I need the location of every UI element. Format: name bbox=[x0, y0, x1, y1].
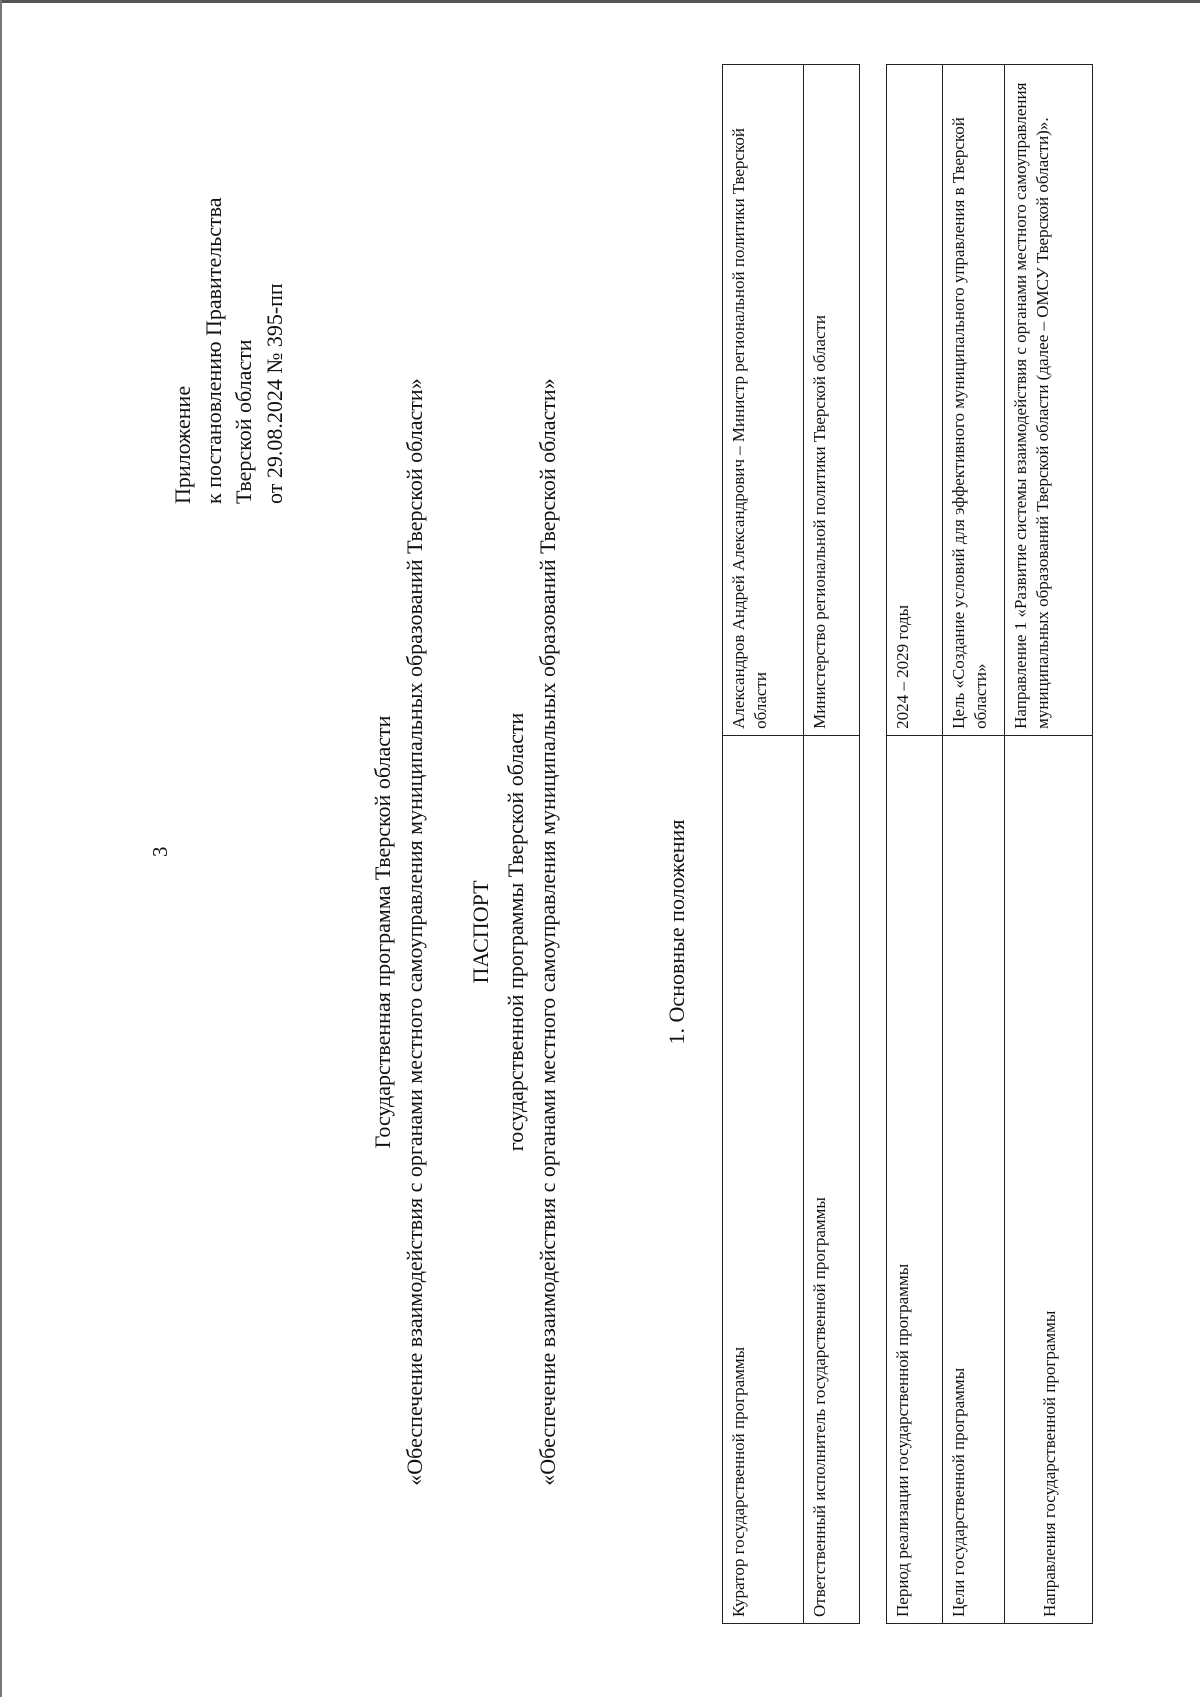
appendix-line-1: Приложение bbox=[170, 385, 195, 504]
appendix-line-4: от 29.08.2024 № 395-пп bbox=[261, 283, 287, 504]
page-number: 3 bbox=[148, 846, 172, 857]
table-row bbox=[723, 65, 804, 1624]
row-label: Направления государственной программы bbox=[1005, 735, 1093, 1623]
row-value: Александров Андрей Александрович – Министр региональной политики Тверской области bbox=[723, 65, 804, 736]
appendix-line-3: Тверской области bbox=[231, 339, 256, 504]
row-label: Куратор государственной программы bbox=[723, 735, 804, 1623]
row-label: Период реализации государственной программы bbox=[887, 735, 943, 1623]
table-row bbox=[943, 65, 1005, 1624]
passport-table-2 bbox=[886, 64, 1093, 1624]
row-value: Министерство региональной политики Тверской области bbox=[804, 65, 860, 736]
row-label: Цели государственной программы bbox=[943, 735, 1005, 1623]
table-row bbox=[804, 65, 860, 1624]
program-title-line-2: «Обеспечение взаимодействия с органами местного самоуправления муниципальных образований Тверской области» bbox=[402, 378, 427, 1486]
passport-program-name: «Обеспечение взаимодействия с органами местного самоуправления муниципальных образований Тверской области» bbox=[535, 378, 560, 1486]
row-label: Ответственный исполнитель государственной программы bbox=[804, 735, 860, 1623]
section-title: 1. Основные положения bbox=[664, 819, 689, 1045]
appendix-block bbox=[168, 198, 290, 504]
passport-title: ПАСПОРТ bbox=[468, 880, 493, 984]
row-value: Направление 1 «Развитие системы взаимодействия с органами местного самоуправления муниципальных образований Тверской области (далее – ОМСУ Тверской области)». bbox=[1005, 65, 1093, 736]
table-row bbox=[1005, 65, 1093, 1624]
passport-table-1 bbox=[722, 64, 860, 1624]
passport-subtitle: государственной программы Тверской области bbox=[503, 712, 528, 1152]
table-row bbox=[887, 65, 943, 1624]
row-value: Цель «Создание условий для эффективного муниципального управления в Тверской области» bbox=[943, 65, 1005, 736]
program-title-line-1: Государственная программа Тверской области bbox=[370, 715, 395, 1149]
appendix-line-2: к постановлению Правительства bbox=[200, 197, 226, 504]
row-value: 2024 – 2029 годы bbox=[887, 65, 943, 736]
